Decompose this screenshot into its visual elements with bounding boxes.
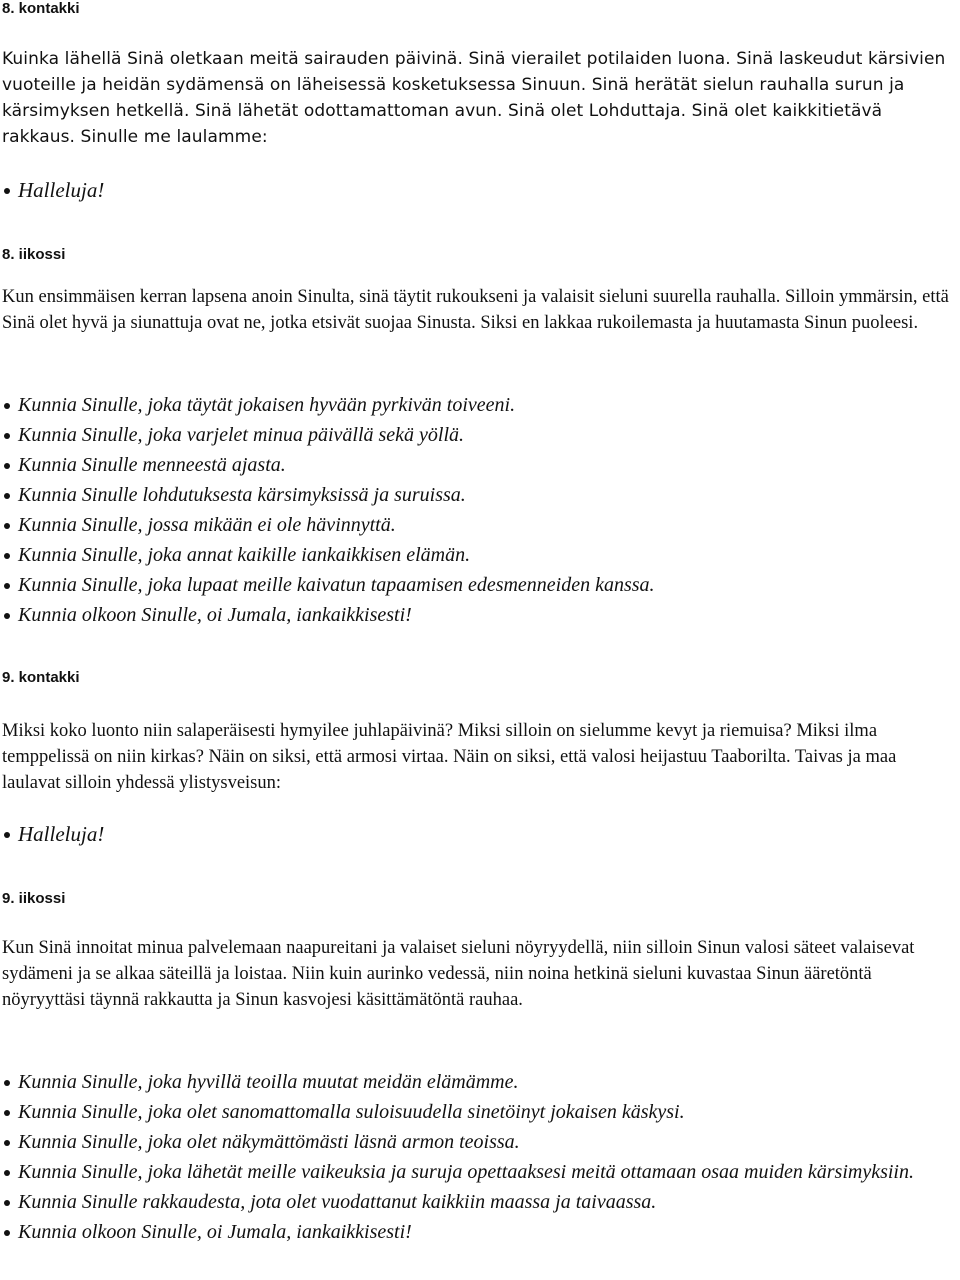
list-item-text: Kunnia Sinulle rakkaudesta, jota olet vuodattanut kaikkiin maassa ja taivaassa. bbox=[18, 1191, 657, 1213]
list-item-text: Kunnia Sinulle, joka täytät jokaisen hyvään pyrkivän toiveeni. bbox=[18, 394, 516, 416]
section-list bbox=[0, 175, 950, 205]
list-item bbox=[0, 1067, 950, 1097]
list-item-text: Kunnia Sinulle, joka varjelet minua päivällä sekä yöllä. bbox=[18, 424, 465, 446]
section-heading: 9. iikossi bbox=[2, 890, 66, 907]
bullet-icon bbox=[4, 613, 10, 619]
list-item-text: Kunnia Sinulle, jossa mikään ei ole hävinnyttä. bbox=[18, 514, 396, 536]
list-item bbox=[0, 450, 950, 480]
list-item bbox=[0, 510, 950, 540]
section-paragraph: Miksi koko luonto niin salaperäisesti hymyilee juhlapäivinä? Miksi silloin on sielumme kevyt ja riemuisa? Miksi ilma temppelissä on niin kirkas? Näin on siksi, että armosi virtaa. Näin on siksi, että valosi heijastuu Taaborilta. Taivas ja maa laulavat silloin yhdessä ylistysveisun: bbox=[2, 721, 897, 793]
list-item bbox=[0, 540, 950, 570]
list-item bbox=[0, 420, 950, 450]
list-item-text: Kunnia Sinulle, joka olet sanomattomalla suloisuudella sinetöinyt jokaisen käskysi. bbox=[18, 1101, 685, 1123]
bullet-icon bbox=[4, 188, 10, 194]
list-item-text: Kunnia Sinulle lohdutuksesta kärsimyksissä ja suruissa. bbox=[18, 484, 466, 506]
section-heading: 8. kontakki bbox=[2, 0, 80, 17]
list-item bbox=[0, 1217, 950, 1247]
bullet-icon bbox=[4, 553, 10, 559]
list-item bbox=[0, 600, 950, 630]
list-item bbox=[0, 175, 950, 205]
list-item-text: Halleluja! bbox=[18, 822, 105, 846]
bullet-icon bbox=[4, 832, 10, 838]
section-paragraph: Kun ensimmäisen kerran lapsena anoin Sinulta, sinä täytit rukoukseni ja valaisit sieluni suurella rauhalla. Silloin ymmärsin, että Sinä olet hyvä ja siunattuja ovat ne, jotka etsivät suojaa Sinusta. Siksi en lakkaa rukoilemasta ja huutamasta Sinun puoleesi. bbox=[2, 287, 949, 333]
list-item-text: Kunnia Sinulle, joka lupaat meille kaivatun tapaamisen edesmenneiden kanssa. bbox=[18, 574, 655, 596]
bullet-icon bbox=[4, 583, 10, 589]
bullet-icon bbox=[4, 493, 10, 499]
section-paragraph: Kun Sinä innoitat minua palvelemaan naapureitani ja valaiset sieluni nöyryydellä, niin silloin Sinun valosi säteet valaisevat sydämeni ja se alkaa säteillä ja loistaa. Niin kuin aurinko vedessä, niin noina hetkinä sieluni kuvastaa Sinun ääretöntä nöyryyttäsi täynnä rakkautta ja Sinun kasvojesi käsittämätöntä rauhaa. bbox=[2, 938, 915, 1010]
bullet-icon bbox=[4, 1200, 10, 1206]
list-item bbox=[0, 1187, 950, 1217]
list-item bbox=[0, 1127, 950, 1157]
list-item bbox=[0, 390, 950, 420]
section-list bbox=[0, 390, 950, 630]
list-item bbox=[0, 819, 950, 849]
bullet-icon bbox=[4, 1170, 10, 1176]
list-item bbox=[0, 1097, 950, 1127]
list-item-text: Kunnia Sinulle menneestä ajasta. bbox=[18, 454, 286, 476]
bullet-icon bbox=[4, 1230, 10, 1236]
section-list bbox=[0, 819, 950, 849]
list-item-text: Kunnia Sinulle, joka lähetät meille vaikeuksia ja suruja opettaaksesi meitä ottamaan osaa muiden kärsimyksiin. bbox=[18, 1161, 914, 1183]
list-item bbox=[0, 570, 950, 600]
bullet-icon bbox=[4, 1110, 10, 1116]
bullet-icon bbox=[4, 433, 10, 439]
bullet-icon bbox=[4, 523, 10, 529]
list-item-text: Kunnia Sinulle, joka hyvillä teoilla muutat meidän elämämme. bbox=[18, 1071, 519, 1093]
list-item-text: Halleluja! bbox=[18, 178, 105, 202]
bullet-icon bbox=[4, 1140, 10, 1146]
list-item bbox=[0, 480, 950, 510]
section-heading: 8. iikossi bbox=[2, 246, 66, 263]
bullet-icon bbox=[4, 1080, 10, 1086]
list-item-text: Kunnia Sinulle, joka annat kaikille iankaikkisen elämän. bbox=[18, 544, 471, 566]
list-item-text: Kunnia olkoon Sinulle, oi Jumala, iankaikkisesti! bbox=[18, 1221, 412, 1243]
section-heading: 9. kontakki bbox=[2, 669, 80, 686]
bullet-icon bbox=[4, 463, 10, 469]
section-paragraph: Kuinka lähellä Sinä oletkaan meitä sairauden päivinä. Sinä vierailet potilaiden luona. Sinä laskeudut kärsivien vuoteille ja heidän sydämensä on läheisessä kosketuksessa Sinuun. Sinä herätät sielun rauhalla surun ja kärsimyksen hetkellä. Sinä lähetät odottamattoman avun. Sinä olet Lohduttaja. Sinä olet kaikkitietävä rakkaus. Sinulle me laulamme: bbox=[2, 49, 946, 147]
list-item bbox=[0, 1157, 950, 1187]
list-item-text: Kunnia Sinulle, joka olet näkymättömästi läsnä armon teoissa. bbox=[18, 1131, 520, 1153]
section-list bbox=[0, 1067, 950, 1247]
bullet-icon bbox=[4, 403, 10, 409]
list-item-text: Kunnia olkoon Sinulle, oi Jumala, iankaikkisesti! bbox=[18, 604, 412, 626]
